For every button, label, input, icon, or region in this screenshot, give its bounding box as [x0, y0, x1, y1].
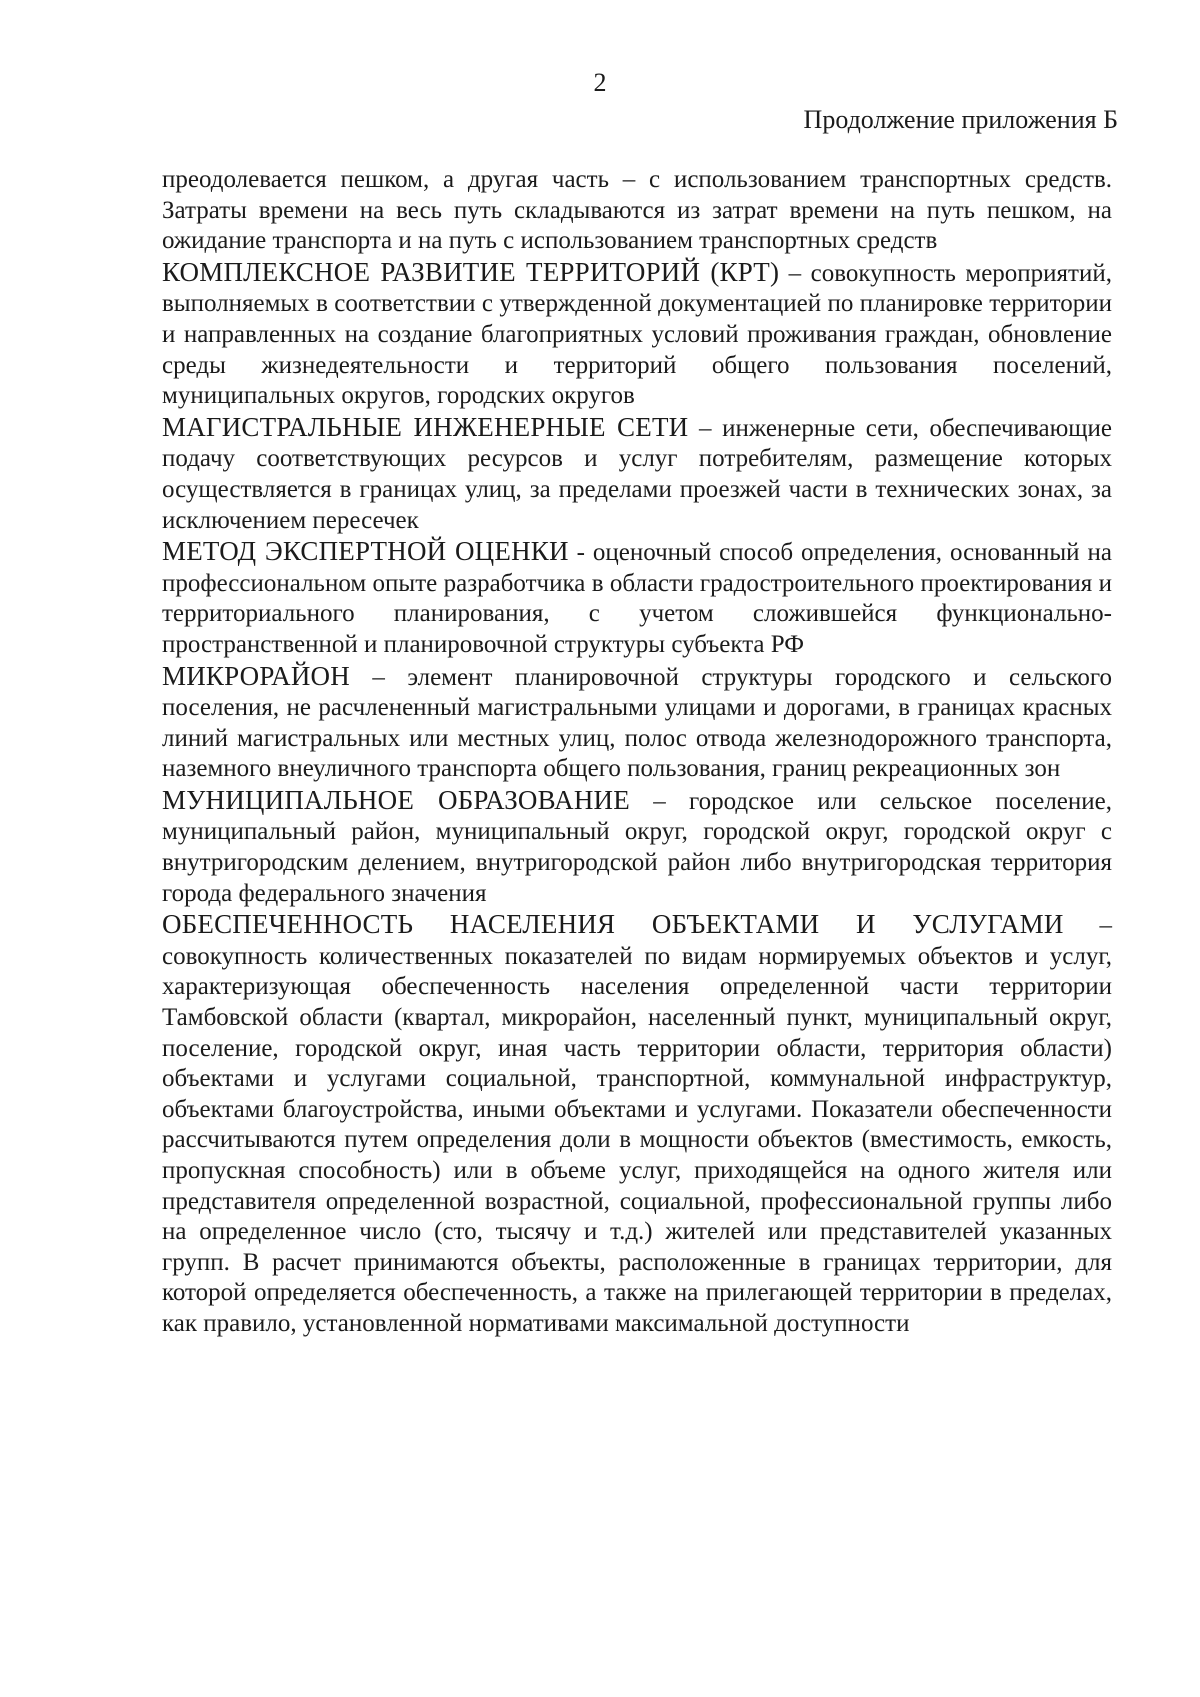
term: МАГИСТРАЛЬНЫЕ ИНЖЕНЕРНЫЕ СЕТИ — [162, 411, 689, 442]
paragraph-provision — [162, 909, 1112, 1339]
term: МИКРОРАЙОН — [162, 660, 350, 691]
paragraph-microdistrict — [162, 661, 1112, 785]
definition: – городское или сельское поселение, муниципальный район, муниципальный округ, городской округ, городской округ с внутригородским делением, внутригородской район либо внутригородская территория города федерального значения — [162, 787, 1112, 907]
continuation-label: Продолжение приложения Б — [803, 105, 1118, 134]
definition: преодолевается пешком, а другая часть – с использованием транспортных средств. Затраты времени на весь путь складываются из затрат времени на путь пешком, на ожидание транспорта и на путь с использованием транспортных средств — [162, 166, 1112, 255]
term: МУНИЦИПАЛЬНОЕ ОБРАЗОВАНИЕ — [162, 784, 630, 815]
definition: – совокупность количественных показателей по видам нормируемых объектов и услуг, характеризующая обеспеченность населения определенной части территории Тамбовской области (квартал, микрорайон, населенный пункт, муниципальный округ, поселение, городской округ, иная часть территории области, территория области) объектами и услугами социальной, транспортной, коммунальной инфраструктур, объектами благоустройства, иными объектами и услугами. Показатели обеспеченности рассчитываются путем определения доли в мощности объектов (вместимость, емкость, пропускная способность) или в объеме услуг, приходящейся на одного жителя или представителя определенной возрастной, социальной, профессиональной группы либо на определенное число (сто, тысячу и т.д.) жителей или представителей указанных групп. В расчет принимаются объекты, расположенные в границах территории, для которой определяется обеспеченность, а также на прилегающей территории в пределах, как правило, установленной нормативами максимальной доступности — [162, 912, 1113, 1337]
paragraph-magistral-networks — [162, 412, 1112, 536]
definition: – элемент планировочной структуры городского и сельского поселения, не расчлененный магистральными улицами и дорогами, в границах красных линий магистральных или местных улиц, полос отвода железнодорожного транспорта, наземного внеуличного транспорта общего пользования, границ рекреационных зон — [162, 663, 1112, 783]
document-body — [162, 163, 1112, 1340]
definition: – инженерные сети, обеспечивающие подачу соответствующих ресурсов и услуг потребителям, размещение которых осуществляется в границах улиц, за пределами проезжей части в технических зонах, за исключением пересечек — [162, 414, 1112, 534]
paragraph-expert-method — [162, 536, 1112, 660]
term: МЕТОД ЭКСПЕРТНОЙ ОЦЕНКИ — [162, 536, 569, 567]
definition: - оценочный способ определения, основанный на профессиональном опыте разработчика в области градостроительного проектирования и территориального планирования, с учетом сложившейся функционально-пространственной и планировочной структуры субъекта РФ — [162, 539, 1112, 658]
term: КОМПЛЕКСНОЕ РАЗВИТИЕ ТЕРРИТОРИЙ (КРТ) — [162, 256, 780, 287]
paragraph-continued — [162, 163, 1112, 257]
paragraph-krt — [162, 257, 1112, 412]
definition: – совокупность мероприятий, выполняемых в соответствии с утвержденной документацией по планировке территории и направленных на создание благоприятных условий проживания граждан, обновление среды жизнедеятельности и территорий общего пользования поселений, муниципальных округов, городских округов — [162, 259, 1112, 410]
term: ОБЕСПЕЧЕННОСТЬ НАСЕЛЕНИЯ ОБЪЕКТАМИ И УСЛУГАМИ — [162, 909, 1064, 940]
paragraph-municipality — [162, 785, 1112, 909]
page-number: 2 — [593, 68, 607, 97]
